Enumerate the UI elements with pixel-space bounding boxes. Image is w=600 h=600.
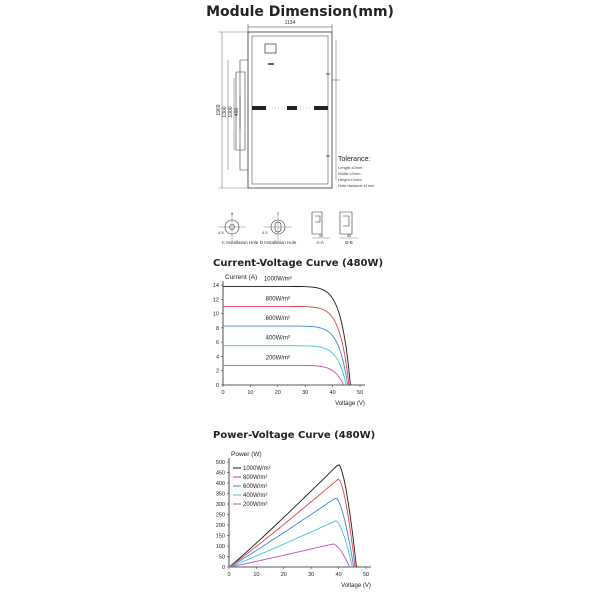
x-tick-label: 40	[329, 390, 336, 396]
series-line-4	[229, 544, 350, 567]
y-tick-label: 300	[215, 502, 225, 508]
legend-label-1: 800W/m²	[243, 475, 268, 481]
x-tick-label: 0	[227, 572, 231, 578]
y-tick-label: 12	[212, 297, 219, 304]
x-tick-label: 10	[247, 390, 254, 396]
section-bb-label: B-B	[345, 240, 353, 245]
series-line-1	[223, 306, 349, 385]
y-tick-label: 6	[215, 340, 219, 347]
x-tick-label: 10	[253, 572, 260, 578]
module-frame	[248, 32, 332, 188]
section-aa-detail	[312, 212, 330, 238]
d-hole-dim-45: 4.5	[262, 230, 268, 235]
module-dimension-title: Module Dimension(mm)	[206, 4, 394, 20]
section-bb-dim: 30	[346, 233, 352, 238]
tolerance-hole: Hole distance:±1mm	[338, 183, 375, 188]
y-tick-label: 450	[215, 470, 225, 477]
y-tick-label: 0	[221, 565, 225, 571]
height-label-1000: 1000	[228, 106, 234, 118]
y-tick-label: 14	[212, 283, 219, 289]
y-tick-label: 250	[215, 512, 225, 519]
d-hole-detail	[264, 213, 292, 241]
series-label-4: 200W/m²	[265, 355, 290, 362]
y-tick-label: 2	[215, 368, 219, 375]
tolerance-title: Tolerance:	[338, 156, 371, 163]
y-tick-label: 0	[215, 383, 219, 389]
series-line-1	[229, 479, 355, 567]
x-axis-label: Voltage (V)	[341, 583, 371, 589]
c-hole-dim-45: 4.5	[218, 230, 224, 235]
y-tick-label: 200	[215, 523, 225, 529]
tolerance-length: Length:±2mm	[338, 165, 363, 170]
y-tick-label: 50	[218, 554, 225, 561]
width-label: 1134	[284, 20, 296, 26]
section-aa-dim: 30	[318, 233, 324, 238]
series-label-0: 1000W/m²	[263, 276, 292, 283]
y-tick-label: 500	[215, 460, 225, 466]
x-tick-label: 20	[280, 572, 287, 578]
legend-label-2: 600W/m²	[243, 484, 268, 490]
y-axis-label: Power (W)	[231, 451, 262, 458]
y-tick-label: 4	[215, 354, 219, 361]
section-bb-detail	[340, 212, 358, 238]
y-tick-label: 350	[215, 491, 225, 498]
series-line-3	[223, 346, 346, 385]
y-axis-label: Current (A)	[225, 274, 258, 281]
c-hole-label: C Installation Hole	[221, 240, 259, 245]
d-hole-label: D Installation Hole	[259, 240, 297, 245]
pv-curve-title: Power-Voltage Curve (480W)	[213, 430, 376, 441]
legend-label-4: 200W/m²	[243, 502, 268, 508]
y-tick-label: 100	[215, 544, 225, 550]
height-label-1969: 1969	[216, 104, 222, 116]
series-label-1: 800W/m²	[265, 296, 290, 303]
series-line-0	[229, 465, 356, 567]
section-aa-label: A-A	[316, 240, 324, 245]
x-tick-label: 40	[335, 572, 342, 578]
y-tick-label: 150	[215, 533, 225, 540]
series-line-3	[229, 521, 352, 567]
x-tick-label: 30	[308, 572, 315, 578]
x-tick-label: 20	[274, 390, 281, 396]
legend-label-3: 400W/m²	[243, 493, 268, 499]
x-tick-label: 50	[362, 572, 370, 578]
series-line-4	[223, 365, 344, 385]
legend-label-0: 1000W/m²	[243, 466, 271, 472]
d-hole-dim-7: 7	[276, 211, 280, 216]
y-tick-label: 8	[215, 325, 219, 332]
series-line-0	[223, 286, 350, 385]
c-hole-dim-9: 9	[230, 211, 234, 216]
tolerance-height: Height:±1mm	[338, 177, 362, 182]
iv-curve-title: Current-Voltage Curve (480W)	[213, 258, 384, 269]
c-hole-detail	[218, 213, 246, 241]
x-tick-label: 0	[221, 390, 225, 396]
height-label-1300: 1300	[222, 106, 228, 118]
x-axis-label: Voltage (V)	[335, 401, 365, 407]
series-line-2	[229, 498, 354, 567]
tolerance-width: Width:±2mm	[338, 171, 361, 176]
y-tick-label: 10	[212, 311, 219, 318]
series-label-2: 600W/m²	[265, 316, 290, 323]
y-tick-label: 400	[215, 481, 225, 487]
x-tick-label: 50	[356, 390, 364, 396]
series-label-3: 400W/m²	[265, 335, 290, 342]
height-label-400: 400	[234, 107, 240, 117]
series-line-2	[223, 326, 348, 385]
x-tick-label: 30	[302, 390, 309, 396]
junction-box	[265, 44, 276, 53]
